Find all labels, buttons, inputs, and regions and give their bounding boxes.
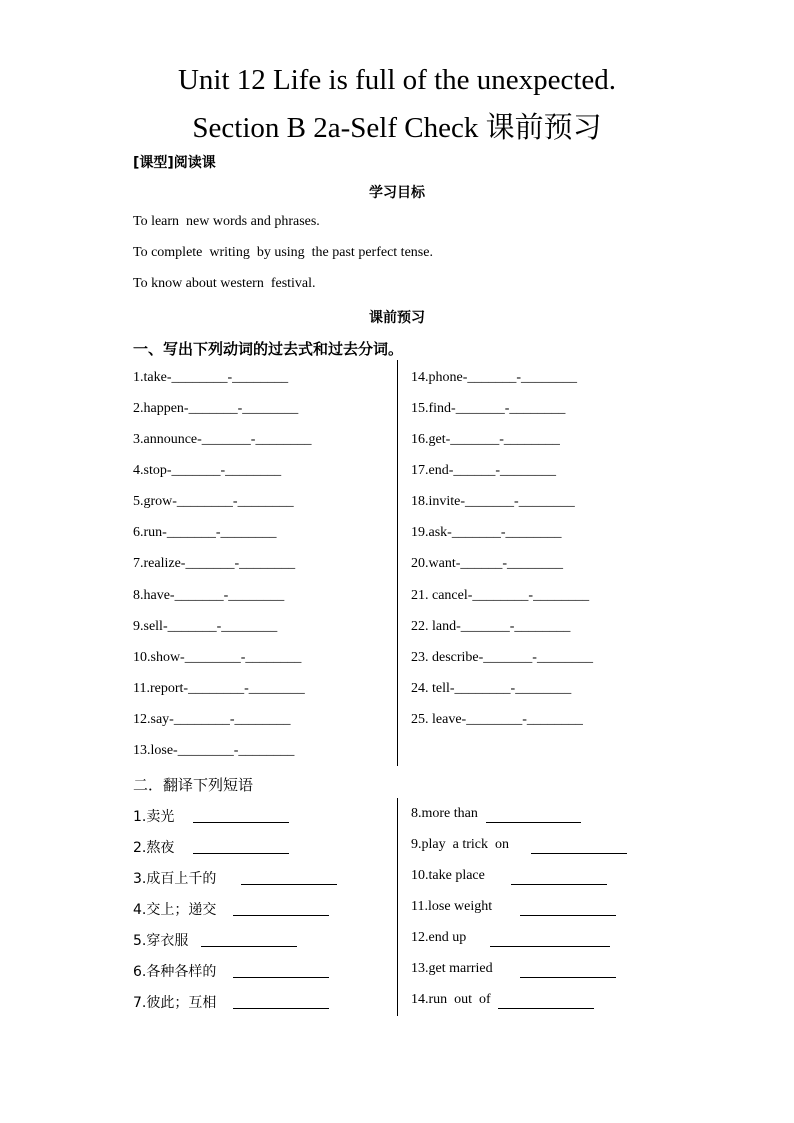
verb-item[interactable]: 14.phone-_______-________	[411, 370, 578, 385]
verb-item[interactable]: 7.realize-_______-________	[133, 556, 296, 571]
answer-blank[interactable]	[193, 808, 289, 823]
verb-item[interactable]: 3.announce-_______-________	[133, 432, 312, 447]
phrase-item: 5.穿衣服	[133, 933, 189, 949]
phrase-item: 1.卖光	[133, 809, 175, 825]
verb-item[interactable]: 25. leave-________-________	[411, 712, 583, 727]
column-divider	[397, 360, 398, 766]
phrase-item: 10.take place	[411, 868, 485, 883]
phrase-item: 12.end up	[411, 930, 467, 945]
verb-item[interactable]: 5.grow-________-________	[133, 494, 294, 509]
phrase-item: 6.各种各样的	[133, 964, 217, 980]
answer-blank[interactable]	[486, 808, 581, 823]
page-subtitle: Section B 2a-Self Check 课前预习	[192, 112, 602, 144]
verb-item[interactable]: 20.want-______-________	[411, 556, 564, 571]
phrase-item: 14.run out of	[411, 992, 491, 1007]
answer-blank[interactable]	[531, 839, 627, 854]
page-title: Unit 12 Life is full of the unexpected.	[177, 64, 617, 96]
phrase-item: 4.交上；递交	[133, 902, 217, 918]
verb-item[interactable]: 19.ask-_______-________	[411, 525, 562, 540]
answer-blank[interactable]	[241, 870, 337, 885]
answer-blank[interactable]	[233, 963, 329, 978]
column-divider	[397, 798, 398, 1016]
objectives-heading: 学习目标	[369, 185, 425, 201]
answer-blank[interactable]	[233, 994, 329, 1009]
phrase-item: 3.成百上千的	[133, 871, 217, 887]
objective-item: To know about western festival.	[133, 276, 316, 291]
phrase-item: 2.熬夜	[133, 840, 175, 856]
answer-blank[interactable]	[201, 932, 297, 947]
objective-item: To learn new words and phrases.	[133, 214, 320, 229]
phrase-item: 8.more than	[411, 806, 478, 821]
verb-item[interactable]: 10.show-________-________	[133, 650, 302, 665]
verb-item[interactable]: 8.have-_______-________	[133, 588, 285, 603]
verb-item[interactable]: 18.invite-_______-________	[411, 494, 575, 509]
phrase-item: 9.play a trick on	[411, 837, 509, 852]
answer-blank[interactable]	[490, 932, 610, 947]
verb-item[interactable]: 24. tell-________-________	[411, 681, 572, 696]
verb-item[interactable]: 9.sell-_______-________	[133, 619, 278, 634]
verb-item[interactable]: 16.get-_______-________	[411, 432, 560, 447]
verb-item[interactable]: 17.end-______-________	[411, 463, 557, 478]
answer-blank[interactable]	[520, 901, 616, 916]
verb-item[interactable]: 23. describe-_______-________	[411, 650, 593, 665]
verb-item[interactable]: 6.run-_______-________	[133, 525, 277, 540]
answer-blank[interactable]	[511, 870, 607, 885]
phrase-item: 11.lose weight	[411, 899, 493, 914]
section1-heading: 一、写出下列动词的过去式和过去分词。	[133, 340, 404, 358]
verb-item[interactable]: 2.happen-_______-________	[133, 401, 299, 416]
verb-item[interactable]: 11.report-________-________	[133, 681, 305, 696]
lesson-type: [课型]阅读课	[133, 155, 216, 171]
objective-item: To complete writing by using the past perfect tense.	[133, 245, 433, 260]
answer-blank[interactable]	[193, 839, 289, 854]
verb-item[interactable]: 21. cancel-________-________	[411, 588, 590, 603]
verb-item[interactable]: 15.find-_______-________	[411, 401, 566, 416]
verb-item[interactable]: 13.lose-________-________	[133, 743, 295, 758]
preview-heading: 课前预习	[369, 310, 425, 326]
verb-item[interactable]: 4.stop-_______-________	[133, 463, 282, 478]
verb-item[interactable]: 22. land-_______-________	[411, 619, 571, 634]
phrase-item: 13.get married	[411, 961, 493, 976]
answer-blank[interactable]	[498, 994, 594, 1009]
answer-blank[interactable]	[520, 963, 616, 978]
verb-item[interactable]: 12.say-________-________	[133, 712, 291, 727]
phrase-item: 7.彼此；互相	[133, 995, 217, 1011]
section2-heading: 二．翻译下列短语	[133, 776, 254, 794]
verb-item[interactable]: 1.take-________-________	[133, 370, 289, 385]
answer-blank[interactable]	[233, 901, 329, 916]
